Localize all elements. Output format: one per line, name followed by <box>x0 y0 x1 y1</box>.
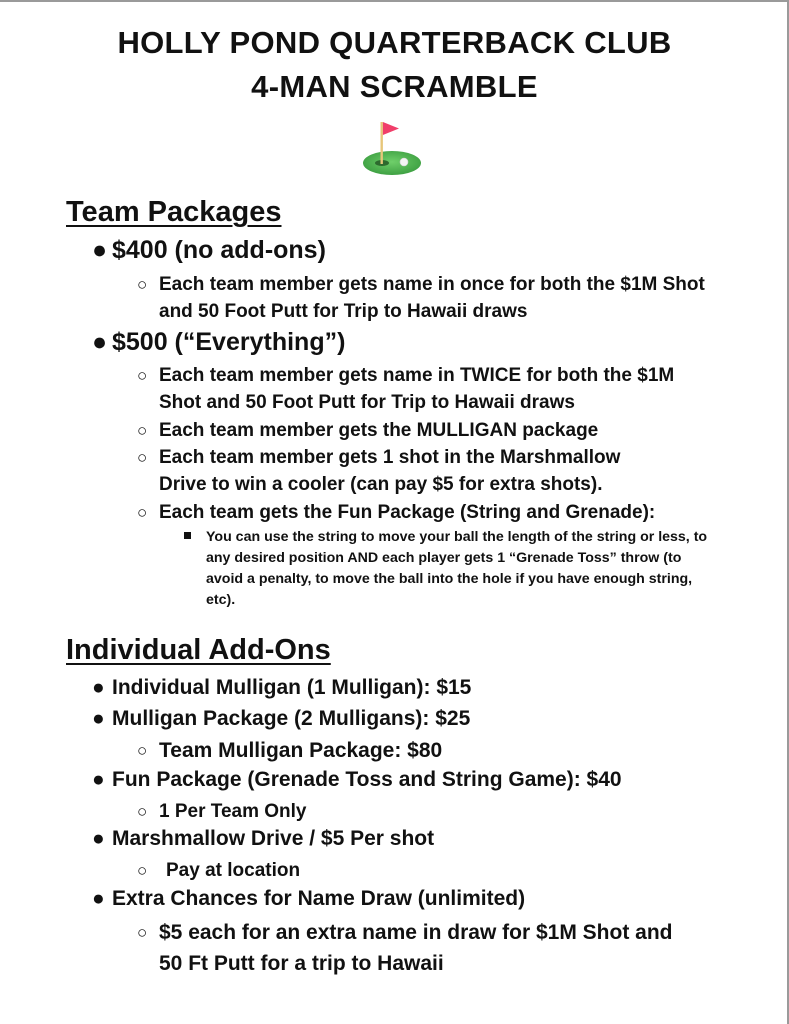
page-title: HOLLY POND QUARTERBACK CLUB <box>117 25 672 60</box>
circle-bullet-icon: ○ <box>137 421 148 440</box>
team-packages-heading: Team Packages <box>66 196 282 228</box>
circle-bullet-icon: ○ <box>137 448 148 467</box>
square-bullet-icon <box>184 532 191 539</box>
bullet-icon: ● <box>92 887 105 910</box>
bullet-icon: ● <box>92 328 108 356</box>
bullet-icon: ● <box>92 676 105 699</box>
bullet-icon: ● <box>92 707 105 730</box>
top-border <box>0 0 789 2</box>
circle-bullet-icon: ○ <box>137 802 148 821</box>
circle-bullet-icon: ○ <box>137 861 148 880</box>
bullet-icon: ● <box>92 768 105 791</box>
circle-bullet-icon: ○ <box>137 275 148 294</box>
golf-flag-in-hole-icon <box>360 118 426 180</box>
circle-bullet-icon: ○ <box>137 366 148 385</box>
circle-bullet-icon: ○ <box>137 741 148 760</box>
circle-bullet-icon: ○ <box>137 503 148 522</box>
page-subtitle: 4-MAN SCRAMBLE <box>251 69 538 104</box>
bullet-icon: ● <box>92 827 105 850</box>
individual-addons-heading: Individual Add-Ons <box>66 634 331 666</box>
circle-bullet-icon: ○ <box>137 923 148 942</box>
bullet-icon: ● <box>92 236 108 264</box>
